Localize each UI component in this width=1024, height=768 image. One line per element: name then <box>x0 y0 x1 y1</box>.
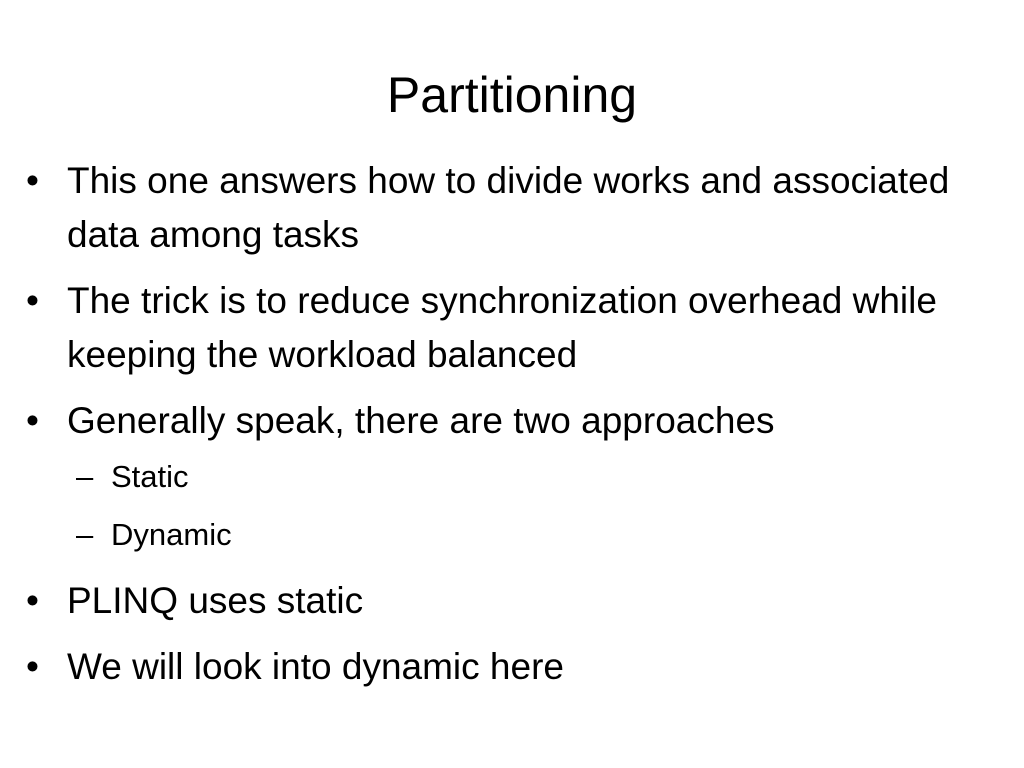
bullet-item <box>0 574 1000 628</box>
bullet-item <box>0 640 1000 694</box>
bullet-text: Generally speak, there are two approaches <box>67 400 775 441</box>
bullet-text: This one answers how to divide works and associated data among tasks <box>67 160 950 255</box>
bullet-text: The trick is to reduce synchronization overhead while keeping the workload balanced <box>67 280 937 375</box>
bullet-text: PLINQ uses static <box>67 580 364 621</box>
bullet-item <box>0 274 1000 382</box>
slide-title: Partitioning <box>386 67 638 123</box>
dash-icon: – <box>76 459 94 494</box>
bullet-list <box>0 154 1000 706</box>
bullet-text: We will look into dynamic here <box>67 646 564 687</box>
bullet-icon: • <box>26 160 39 201</box>
sub-bullet-text: Dynamic <box>111 517 232 552</box>
bullet-icon: • <box>26 646 39 687</box>
bullet-icon: • <box>26 580 39 621</box>
bullet-icon: • <box>26 280 39 321</box>
sub-bullet-item <box>0 510 1000 560</box>
bullet-item <box>0 394 1000 448</box>
sub-bullet-text: Static <box>111 459 189 494</box>
sub-bullet-item <box>0 452 1000 502</box>
bullet-item <box>0 154 1000 262</box>
bullet-icon: • <box>26 400 39 441</box>
dash-icon: – <box>76 517 94 552</box>
